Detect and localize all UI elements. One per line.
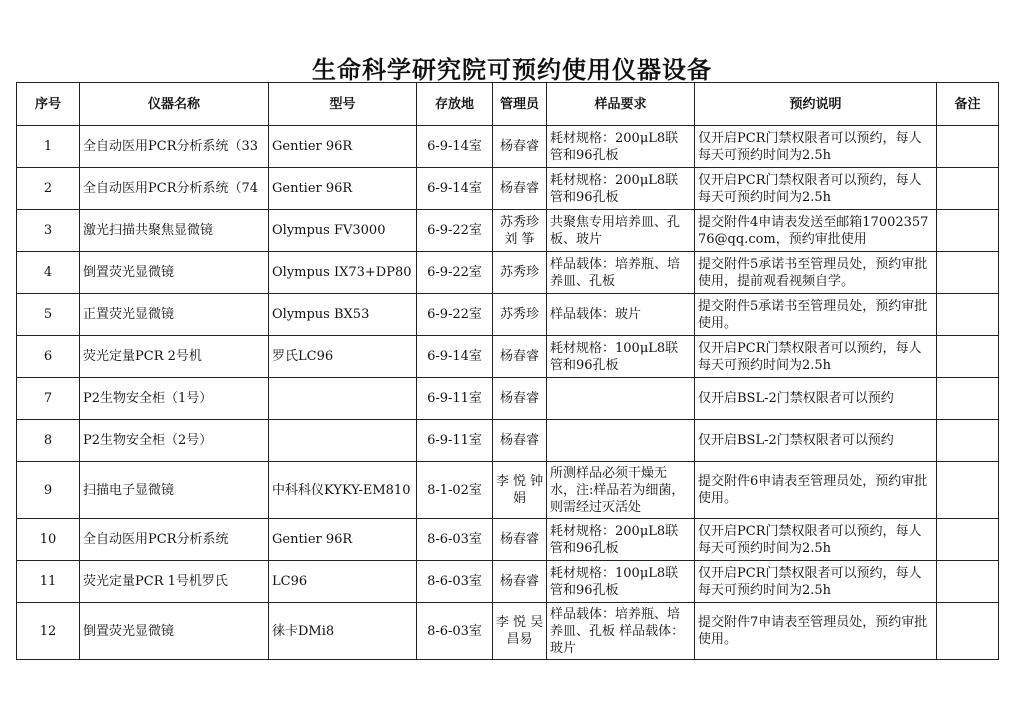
cell-model: 罗氏LC96	[269, 336, 417, 378]
equipment-table	[16, 82, 999, 660]
cell-location: 8-6-03室	[417, 603, 493, 660]
cell-sample-req	[547, 420, 695, 462]
table-row	[17, 294, 999, 336]
cell-remark	[937, 561, 999, 603]
cell-no: 6	[17, 336, 80, 378]
cell-model: 中科科仪KYKY-EM810	[269, 462, 417, 519]
cell-remark	[937, 252, 999, 294]
cell-model: Gentier 96R	[269, 519, 417, 561]
header-manager: 管理员	[493, 83, 547, 126]
cell-remark	[937, 336, 999, 378]
cell-manager: 苏秀珍	[493, 294, 547, 336]
header-remark: 备注	[937, 83, 999, 126]
cell-name: 全自动医用PCR分析系统（74	[80, 168, 269, 210]
header-model: 型号	[269, 83, 417, 126]
cell-booking-note: 仅开启PCR门禁权限者可以预约，每人每天可预约时间为2.5h	[695, 336, 937, 378]
cell-sample-req: 样品载体：培养瓶、培养皿、孔板	[547, 252, 695, 294]
cell-name: P2生物安全柜（1号）	[80, 378, 269, 420]
cell-location: 8-6-03室	[417, 561, 493, 603]
cell-model: 徕卡DMi8	[269, 603, 417, 660]
cell-manager: 杨春睿	[493, 168, 547, 210]
cell-location: 6-9-14室	[417, 126, 493, 168]
cell-no: 7	[17, 378, 80, 420]
cell-location: 6-9-22室	[417, 294, 493, 336]
cell-sample-req: 耗材规格：200μL8联管和96孔板	[547, 168, 695, 210]
table-body	[17, 126, 999, 660]
cell-model: LC96	[269, 561, 417, 603]
page-title: 生命科学研究院可预约使用仪器设备	[312, 56, 712, 84]
header-name: 仪器名称	[80, 83, 269, 126]
cell-manager: 杨春睿	[493, 420, 547, 462]
cell-name: 激光扫描共聚焦显微镜	[80, 210, 269, 252]
cell-manager: 杨春睿	[493, 378, 547, 420]
cell-no: 1	[17, 126, 80, 168]
table-row	[17, 462, 999, 519]
cell-booking-note: 提交附件5承诺书至管理员处，预约审批使用。	[695, 294, 937, 336]
cell-model	[269, 420, 417, 462]
table-row	[17, 420, 999, 462]
cell-no: 10	[17, 519, 80, 561]
cell-remark	[937, 294, 999, 336]
table-row	[17, 210, 999, 252]
cell-booking-note: 仅开启PCR门禁权限者可以预约，每人每天可预约时间为2.5h	[695, 168, 937, 210]
cell-location: 8-1-02室	[417, 462, 493, 519]
cell-model: Gentier 96R	[269, 168, 417, 210]
cell-model	[269, 378, 417, 420]
header-sample-req: 样品要求	[547, 83, 695, 126]
cell-sample-req: 样品载体：培养瓶、培养皿、孔板 样品载体：玻片	[547, 603, 695, 660]
cell-model: Gentier 96R	[269, 126, 417, 168]
cell-remark	[937, 378, 999, 420]
cell-manager: 李 悦 吴昌易	[493, 603, 547, 660]
table-row	[17, 603, 999, 660]
cell-sample-req: 共聚焦专用培养皿、孔板、玻片	[547, 210, 695, 252]
table-row	[17, 168, 999, 210]
cell-sample-req	[547, 378, 695, 420]
cell-sample-req: 耗材规格：100μL8联管和96孔板	[547, 561, 695, 603]
cell-manager: 苏秀珍 刘 筝	[493, 210, 547, 252]
cell-name: 全自动医用PCR分析系统	[80, 519, 269, 561]
cell-booking-note: 提交附件6申请表至管理员处，预约审批使用。	[695, 462, 937, 519]
table-row	[17, 336, 999, 378]
cell-name: 倒置荧光显微镜	[80, 252, 269, 294]
cell-manager: 苏秀珍	[493, 252, 547, 294]
cell-sample-req: 所测样品必须干燥无水，注:样品若为细菌，则需经过灭活处	[547, 462, 695, 519]
cell-no: 3	[17, 210, 80, 252]
cell-no: 8	[17, 420, 80, 462]
cell-location: 6-9-22室	[417, 210, 493, 252]
cell-no: 9	[17, 462, 80, 519]
table-header-row	[17, 83, 999, 126]
header-location: 存放地	[417, 83, 493, 126]
cell-location: 8-6-03室	[417, 519, 493, 561]
cell-no: 12	[17, 603, 80, 660]
cell-booking-note: 提交附件4申请表发送至邮箱1700235776@qq.com，预约审批使用	[695, 210, 937, 252]
cell-no: 4	[17, 252, 80, 294]
cell-name: P2生物安全柜（2号）	[80, 420, 269, 462]
table-row	[17, 126, 999, 168]
cell-location: 6-9-14室	[417, 336, 493, 378]
cell-sample-req: 耗材规格：100μL8联管和96孔板	[547, 336, 695, 378]
table-row	[17, 519, 999, 561]
cell-sample-req: 耗材规格：200μL8联管和96孔板	[547, 519, 695, 561]
cell-remark	[937, 603, 999, 660]
cell-remark	[937, 126, 999, 168]
table-row	[17, 378, 999, 420]
cell-remark	[937, 519, 999, 561]
header-no: 序号	[17, 83, 80, 126]
cell-manager: 杨春睿	[493, 519, 547, 561]
cell-remark	[937, 210, 999, 252]
cell-booking-note: 提交附件7申请表至管理员处，预约审批使用。	[695, 603, 937, 660]
cell-booking-note: 仅开启BSL-2门禁权限者可以预约	[695, 378, 937, 420]
cell-remark	[937, 420, 999, 462]
cell-model: Olympus IX73+DP80	[269, 252, 417, 294]
cell-location: 6-9-11室	[417, 378, 493, 420]
cell-model: Olympus BX53	[269, 294, 417, 336]
cell-booking-note: 仅开启PCR门禁权限者可以预约，每人每天可预约时间为2.5h	[695, 561, 937, 603]
cell-manager: 杨春睿	[493, 336, 547, 378]
cell-booking-note: 提交附件5承诺书至管理员处，预约审批使用，提前观看视频自学。	[695, 252, 937, 294]
cell-name: 荧光定量PCR 1号机罗氏	[80, 561, 269, 603]
cell-model: Olympus FV3000	[269, 210, 417, 252]
header-booking-note: 预约说明	[695, 83, 937, 126]
table-row	[17, 561, 999, 603]
cell-no: 11	[17, 561, 80, 603]
cell-location: 6-9-14室	[417, 168, 493, 210]
cell-manager: 李 悦 钟 娟	[493, 462, 547, 519]
table-row	[17, 252, 999, 294]
cell-name: 全自动医用PCR分析系统（33	[80, 126, 269, 168]
cell-location: 6-9-11室	[417, 420, 493, 462]
cell-name: 正置荧光显微镜	[80, 294, 269, 336]
cell-location: 6-9-22室	[417, 252, 493, 294]
cell-remark	[937, 168, 999, 210]
cell-name: 倒置荧光显微镜	[80, 603, 269, 660]
cell-name: 扫描电子显微镜	[80, 462, 269, 519]
cell-booking-note: 仅开启PCR门禁权限者可以预约，每人每天可预约时间为2.5h	[695, 126, 937, 168]
cell-remark	[937, 462, 999, 519]
cell-name: 荧光定量PCR 2号机	[80, 336, 269, 378]
cell-booking-note: 仅开启PCR门禁权限者可以预约，每人每天可预约时间为2.5h	[695, 519, 937, 561]
cell-booking-note: 仅开启BSL-2门禁权限者可以预约	[695, 420, 937, 462]
cell-no: 2	[17, 168, 80, 210]
cell-no: 5	[17, 294, 80, 336]
cell-sample-req: 样品载体：玻片	[547, 294, 695, 336]
cell-manager: 杨春睿	[493, 561, 547, 603]
cell-manager: 杨春睿	[493, 126, 547, 168]
cell-sample-req: 耗材规格：200μL8联管和96孔板	[547, 126, 695, 168]
